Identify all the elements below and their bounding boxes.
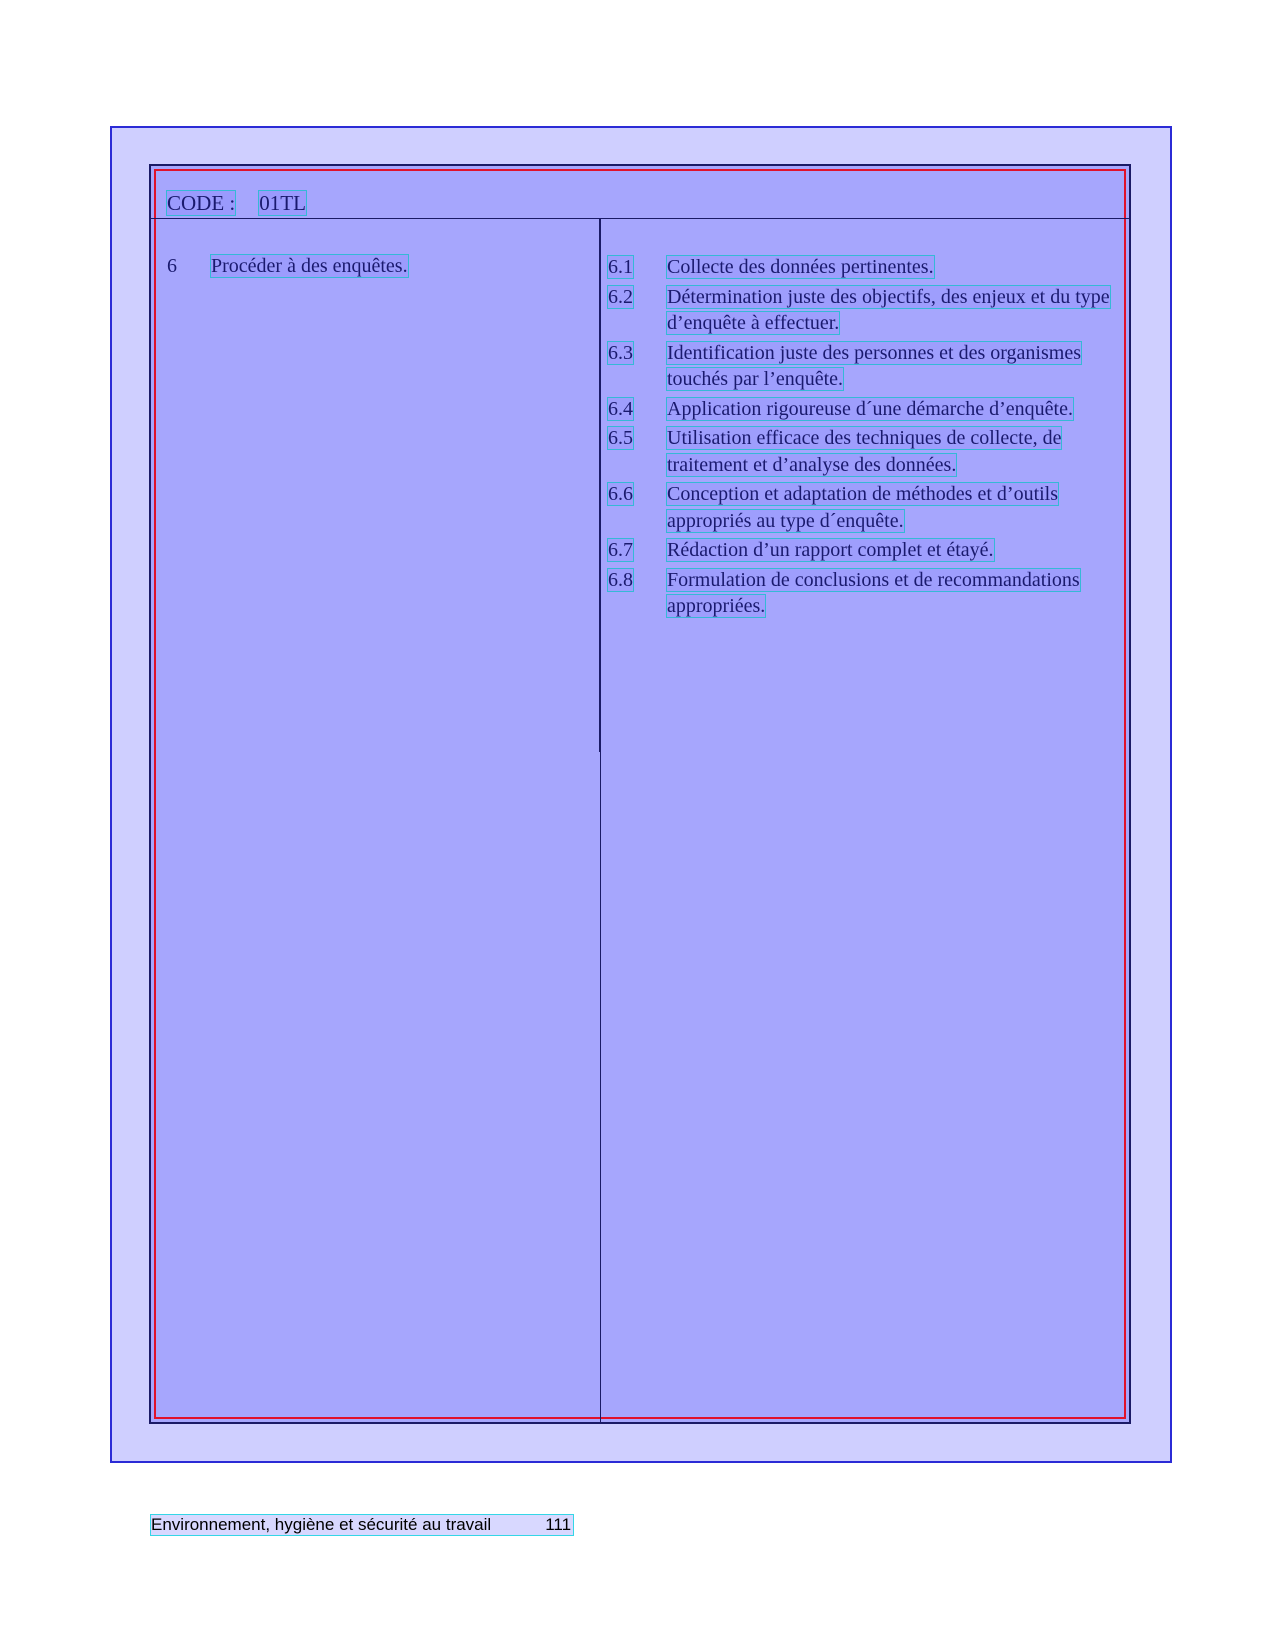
- criterion-number: [608, 340, 667, 393]
- criterion-text: [667, 254, 1118, 281]
- criterion-text-content: Identification juste des personnes et des organismes touchés par l’enquête.: [667, 341, 1081, 390]
- criterion-number: [608, 537, 667, 564]
- criterion-number: [608, 284, 667, 337]
- code-value: 01TL: [259, 191, 306, 215]
- criterion-item: [608, 425, 1118, 478]
- criterion-number-text: 6.8: [608, 568, 633, 591]
- criterion-text: [667, 537, 1118, 564]
- page-number: 111: [545, 1515, 572, 1534]
- criterion-text-content: Formulation de conclusions et de recommandations appropriées.: [667, 568, 1080, 617]
- criterion-number-text: 6.1: [608, 256, 633, 278]
- criterion-text: [667, 396, 1118, 423]
- criterion-number: [608, 567, 667, 620]
- criterion-item: [608, 481, 1118, 534]
- criterion-number: [608, 425, 667, 478]
- criterion-text: [667, 340, 1118, 393]
- code-line: [167, 191, 306, 215]
- footer-program: Environnement, hygiène et sécurité au travail: [151, 1515, 492, 1534]
- criterion-number-text: 6.7: [608, 539, 633, 561]
- criterion-number: [608, 481, 667, 534]
- criterion-number-text: 6.5: [608, 427, 633, 449]
- page-footer: [151, 1515, 573, 1535]
- criterion-number-text: 6.6: [608, 483, 633, 505]
- competence-table: [149, 164, 1131, 1424]
- criterion-number-text: 6.4: [608, 397, 633, 420]
- criterion-text-content: Conception et adaptation de méthodes et d’outils appropriés au type d´enquête.: [667, 483, 1059, 532]
- criterion-text-content: Détermination juste des objectifs, des enjeux et du type d’enquête à effectuer.: [667, 285, 1110, 334]
- criterion-item: [608, 284, 1118, 337]
- code-label: CODE :: [167, 191, 236, 215]
- criterion-text-content: Utilisation efficace des techniques de collecte, de traitement et d’analyse des données.: [667, 427, 1062, 476]
- criterion-text: [667, 481, 1118, 534]
- criterion-text: [667, 567, 1118, 620]
- competence-number: 6: [167, 255, 177, 277]
- column-divider-strong: [599, 218, 601, 752]
- competence-text: Procéder à des enquêtes.: [211, 255, 408, 277]
- criterion-text: [667, 425, 1118, 478]
- criterion-number: [608, 254, 667, 281]
- criterion-text-content: Application rigoureuse d´une démarche d’enquête.: [667, 397, 1073, 420]
- criterion-item: [608, 254, 1118, 281]
- header-divider: [151, 218, 1129, 219]
- criterion-item: [608, 537, 1118, 564]
- performance-criteria-list: [608, 254, 1118, 623]
- criterion-item: [608, 340, 1118, 393]
- criterion-number-text: 6.3: [608, 341, 633, 364]
- criterion-item: [608, 567, 1118, 620]
- criterion-text-content: Rédaction d’un rapport complet et étayé.: [667, 539, 994, 561]
- criterion-number-text: 6.2: [608, 285, 633, 308]
- criterion-text-content: Collecte des données pertinentes.: [667, 256, 934, 278]
- criterion-item: [608, 396, 1118, 423]
- competence-statement: [167, 254, 408, 278]
- criterion-number: [608, 396, 667, 423]
- criterion-text: [667, 284, 1118, 337]
